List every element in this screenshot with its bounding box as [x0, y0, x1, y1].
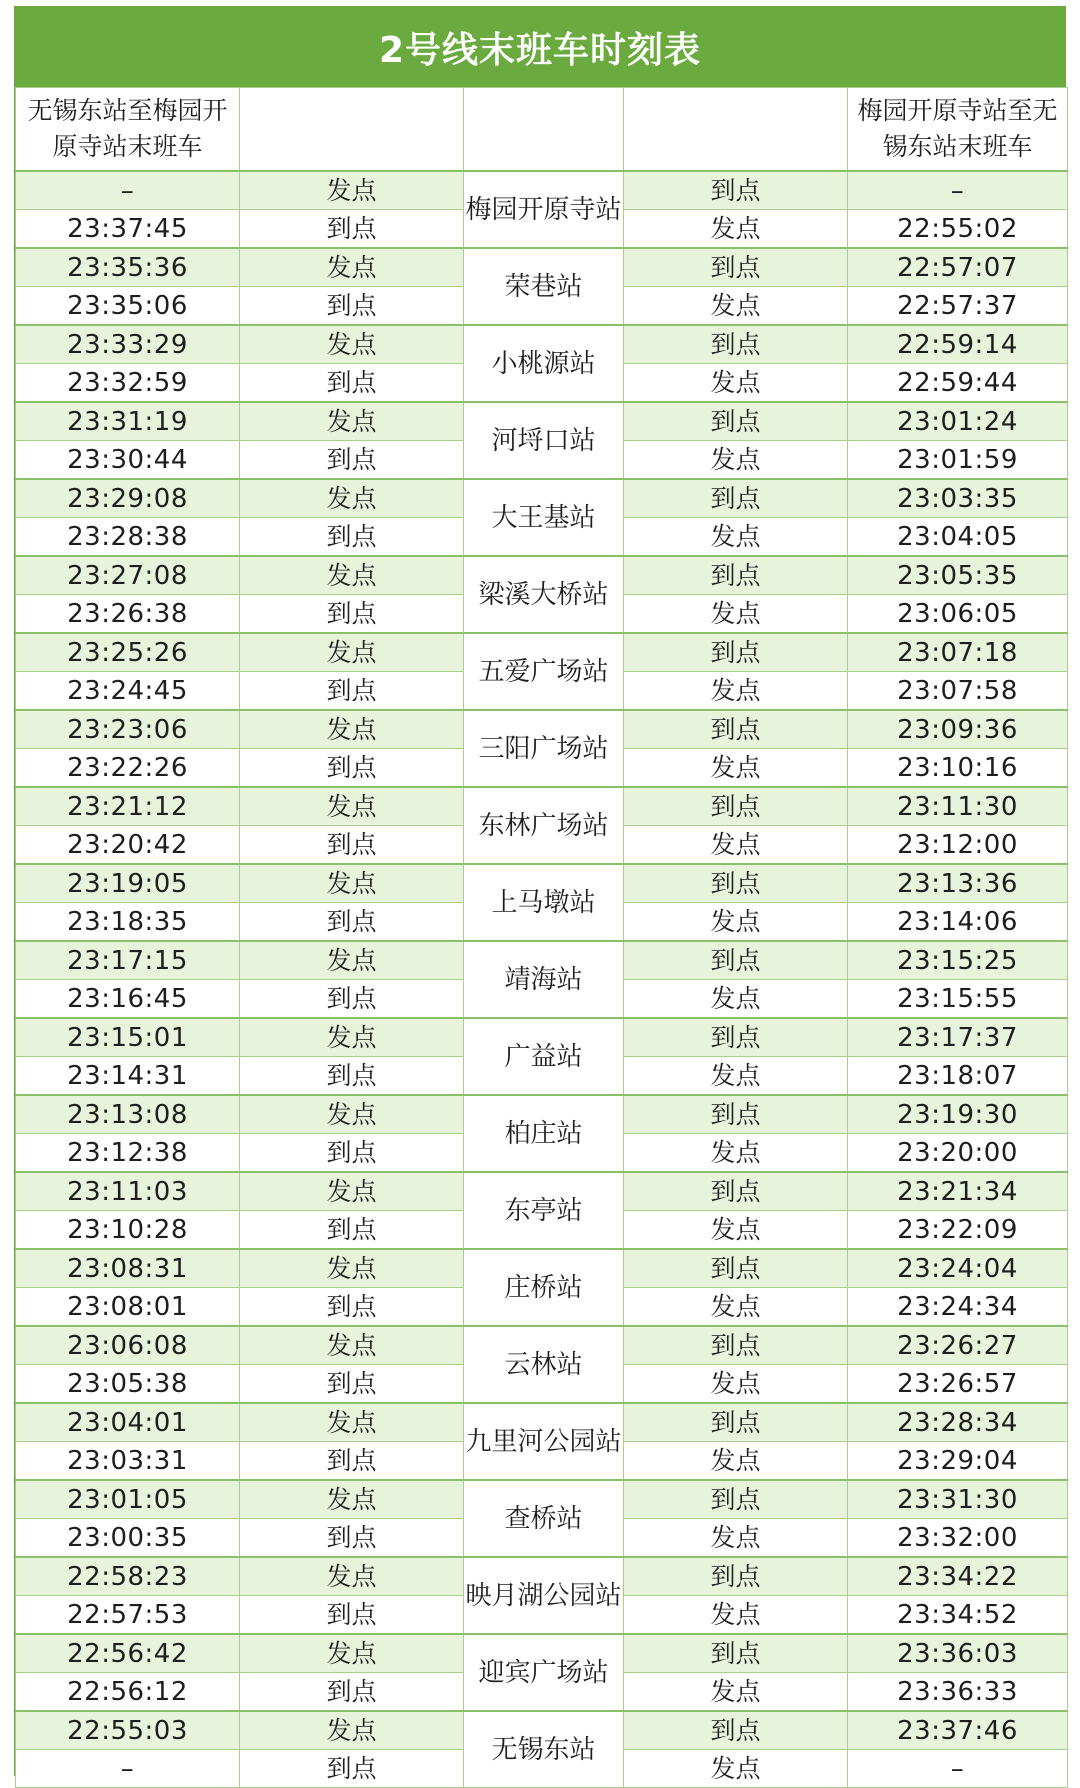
- arrive-label: 到点: [624, 1403, 848, 1442]
- arrive-label: 到点: [240, 364, 464, 403]
- left-direction-time: 23:01:05: [16, 1480, 240, 1519]
- left-direction-time: 23:10:28: [16, 1211, 240, 1250]
- right-direction-time: 23:26:27: [848, 1326, 1068, 1365]
- arrive-label: 到点: [624, 1249, 848, 1288]
- right-direction-time: 23:01:24: [848, 402, 1068, 441]
- station-name: 小桃源站: [464, 325, 624, 402]
- depart-label: 发点: [240, 1480, 464, 1519]
- left-direction-time: 23:04:01: [16, 1403, 240, 1442]
- depart-label: 发点: [624, 980, 848, 1019]
- header-empty: [624, 88, 848, 172]
- station-name: 梅园开原寺站: [464, 171, 624, 248]
- depart-label: 发点: [240, 710, 464, 749]
- left-direction-time: 23:06:08: [16, 1326, 240, 1365]
- right-direction-time: 23:31:30: [848, 1480, 1068, 1519]
- left-direction-time: 22:57:53: [16, 1596, 240, 1635]
- left-direction-time: 22:55:03: [16, 1711, 240, 1750]
- left-direction-time: 23:27:08: [16, 556, 240, 595]
- depart-label: 发点: [240, 479, 464, 518]
- right-direction-time: 23:36:33: [848, 1673, 1068, 1712]
- arrive-label: 到点: [624, 402, 848, 441]
- arrive-label: 到点: [624, 325, 848, 364]
- right-direction-time: 23:34:22: [848, 1557, 1068, 1596]
- arrive-label: 到点: [624, 1480, 848, 1519]
- right-direction-time: 23:14:06: [848, 903, 1068, 942]
- left-direction-time: 23:00:35: [16, 1519, 240, 1558]
- left-direction-time: 23:18:35: [16, 903, 240, 942]
- right-direction-time: 23:03:35: [848, 479, 1068, 518]
- depart-label: 发点: [240, 633, 464, 672]
- right-direction-time: 23:07:58: [848, 672, 1068, 711]
- table-row: [16, 248, 1068, 287]
- station-name: 河埒口站: [464, 402, 624, 479]
- depart-label: 发点: [624, 1288, 848, 1327]
- station-name: 云林站: [464, 1326, 624, 1403]
- depart-label: 发点: [624, 1442, 848, 1481]
- depart-label: 发点: [624, 210, 848, 249]
- left-direction-time: 23:33:29: [16, 325, 240, 364]
- right-direction-time: 23:20:00: [848, 1134, 1068, 1173]
- depart-label: 发点: [624, 1134, 848, 1173]
- left-direction-time: 23:16:45: [16, 980, 240, 1019]
- arrive-label: 到点: [624, 1557, 848, 1596]
- depart-label: 发点: [624, 1750, 848, 1788]
- depart-label: 发点: [624, 1057, 848, 1096]
- left-direction-time: 23:12:38: [16, 1134, 240, 1173]
- station-name: 上马墩站: [464, 864, 624, 941]
- station-name: 庄桥站: [464, 1249, 624, 1326]
- depart-label: 发点: [624, 518, 848, 557]
- arrive-label: 到点: [624, 248, 848, 287]
- timetable: [15, 87, 1068, 1788]
- table-row: [16, 402, 1068, 441]
- table-title: 2号线末班车时刻表: [15, 7, 1065, 87]
- right-direction-time: 23:01:59: [848, 441, 1068, 480]
- arrive-label: 到点: [240, 1596, 464, 1635]
- right-direction-time: 23:17:37: [848, 1018, 1068, 1057]
- depart-label: 发点: [624, 1211, 848, 1250]
- depart-label: 发点: [624, 672, 848, 711]
- left-direction-time: 23:31:19: [16, 402, 240, 441]
- table-row: [16, 633, 1068, 672]
- arrive-label: 到点: [240, 980, 464, 1019]
- right-direction-time: 23:19:30: [848, 1095, 1068, 1134]
- depart-label: 发点: [240, 1018, 464, 1057]
- right-direction-time: 23:29:04: [848, 1442, 1068, 1481]
- header-empty: [464, 88, 624, 172]
- depart-label: 发点: [240, 1634, 464, 1673]
- arrive-label: 到点: [240, 518, 464, 557]
- left-direction-time: 23:24:45: [16, 672, 240, 711]
- table-row: [16, 1634, 1068, 1673]
- right-direction-time: 23:37:46: [848, 1711, 1068, 1750]
- station-name: 查桥站: [464, 1480, 624, 1557]
- table-row: [16, 1172, 1068, 1211]
- arrive-label: 到点: [240, 441, 464, 480]
- arrive-label: 到点: [624, 1711, 848, 1750]
- right-direction-time: 23:28:34: [848, 1403, 1068, 1442]
- timetable-body: [16, 171, 1068, 1788]
- right-direction-time: 22:57:37: [848, 287, 1068, 326]
- table-row: [16, 787, 1068, 826]
- table-row: [16, 1095, 1068, 1134]
- depart-label: 发点: [624, 826, 848, 865]
- left-direction-time: 23:30:44: [16, 441, 240, 480]
- left-direction-time: 23:17:15: [16, 941, 240, 980]
- station-name: 五爱广场站: [464, 633, 624, 710]
- left-direction-time: 23:20:42: [16, 826, 240, 865]
- arrive-label: 到点: [240, 1442, 464, 1481]
- arrive-label: 到点: [240, 1365, 464, 1404]
- depart-label: 发点: [240, 1711, 464, 1750]
- station-name: 荣巷站: [464, 248, 624, 325]
- arrive-label: 到点: [240, 672, 464, 711]
- right-direction-time: 23:18:07: [848, 1057, 1068, 1096]
- arrive-label: 到点: [240, 1288, 464, 1327]
- arrive-label: 到点: [240, 1134, 464, 1173]
- right-direction-time: 23:26:57: [848, 1365, 1068, 1404]
- arrive-label: 到点: [240, 210, 464, 249]
- header-row: [16, 88, 1068, 172]
- table-row: [16, 1018, 1068, 1057]
- depart-label: 发点: [240, 1249, 464, 1288]
- left-direction-time: 23:22:26: [16, 749, 240, 788]
- arrive-label: 到点: [240, 1057, 464, 1096]
- right-direction-time: 23:06:05: [848, 595, 1068, 634]
- depart-label: 发点: [240, 248, 464, 287]
- right-direction-time: 23:05:35: [848, 556, 1068, 595]
- left-direction-time: 23:19:05: [16, 864, 240, 903]
- arrive-label: 到点: [240, 287, 464, 326]
- left-direction-time: –: [16, 1750, 240, 1788]
- arrive-label: 到点: [240, 595, 464, 634]
- left-direction-time: 23:21:12: [16, 787, 240, 826]
- depart-label: 发点: [240, 864, 464, 903]
- right-direction-time: –: [848, 1750, 1068, 1788]
- depart-label: 发点: [624, 1673, 848, 1712]
- depart-label: 发点: [240, 941, 464, 980]
- table-row: [16, 1711, 1068, 1750]
- arrive-label: 到点: [240, 826, 464, 865]
- station-name: 九里河公园站: [464, 1403, 624, 1480]
- left-direction-time: 23:26:38: [16, 595, 240, 634]
- left-direction-time: 23:37:45: [16, 210, 240, 249]
- header-right-direction: 梅园开原寺站至无锡东站末班车: [848, 88, 1068, 172]
- arrive-label: 到点: [624, 864, 848, 903]
- station-name: 东林广场站: [464, 787, 624, 864]
- depart-label: 发点: [240, 787, 464, 826]
- timetable-sheet: [14, 6, 1066, 1784]
- depart-label: 发点: [624, 364, 848, 403]
- depart-label: 发点: [624, 595, 848, 634]
- table-row: [16, 1480, 1068, 1519]
- depart-label: 发点: [240, 1172, 464, 1211]
- depart-label: 发点: [240, 1403, 464, 1442]
- left-direction-time: 23:23:06: [16, 710, 240, 749]
- left-direction-time: 23:03:31: [16, 1442, 240, 1481]
- left-direction-time: 23:15:01: [16, 1018, 240, 1057]
- left-direction-time: 23:11:03: [16, 1172, 240, 1211]
- station-name: 柏庄站: [464, 1095, 624, 1172]
- table-row: [16, 171, 1068, 210]
- header-left-direction: 无锡东站至梅园开原寺站末班车: [16, 88, 240, 172]
- left-direction-time: 23:32:59: [16, 364, 240, 403]
- arrive-label: 到点: [624, 171, 848, 210]
- arrive-label: 到点: [240, 749, 464, 788]
- arrive-label: 到点: [624, 556, 848, 595]
- depart-label: 发点: [240, 402, 464, 441]
- depart-label: 发点: [240, 1326, 464, 1365]
- right-direction-time: 23:09:36: [848, 710, 1068, 749]
- right-direction-time: 23:11:30: [848, 787, 1068, 826]
- left-direction-time: 22:58:23: [16, 1557, 240, 1596]
- depart-label: 发点: [624, 1519, 848, 1558]
- station-name: 无锡东站: [464, 1711, 624, 1788]
- depart-label: 发点: [240, 325, 464, 364]
- left-direction-time: 22:56:12: [16, 1673, 240, 1712]
- arrive-label: 到点: [624, 787, 848, 826]
- depart-label: 发点: [624, 749, 848, 788]
- station-name: 东亭站: [464, 1172, 624, 1249]
- station-name: 大王基站: [464, 479, 624, 556]
- table-row: [16, 941, 1068, 980]
- table-row: [16, 1403, 1068, 1442]
- arrive-label: 到点: [240, 1750, 464, 1788]
- arrive-label: 到点: [624, 941, 848, 980]
- depart-label: 发点: [624, 1596, 848, 1635]
- left-direction-time: 23:08:31: [16, 1249, 240, 1288]
- left-direction-time: 23:05:38: [16, 1365, 240, 1404]
- right-direction-time: 22:57:07: [848, 248, 1068, 287]
- station-name: 梁溪大桥站: [464, 556, 624, 633]
- right-direction-time: 23:24:34: [848, 1288, 1068, 1327]
- right-direction-time: 23:36:03: [848, 1634, 1068, 1673]
- arrive-label: 到点: [240, 903, 464, 942]
- right-direction-time: 23:22:09: [848, 1211, 1068, 1250]
- right-direction-time: 23:10:16: [848, 749, 1068, 788]
- left-direction-time: 23:35:36: [16, 248, 240, 287]
- depart-label: 发点: [624, 1365, 848, 1404]
- right-direction-time: 23:34:52: [848, 1596, 1068, 1635]
- arrive-label: 到点: [624, 1095, 848, 1134]
- left-direction-time: 23:13:08: [16, 1095, 240, 1134]
- station-name: 迎宾广场站: [464, 1634, 624, 1711]
- left-direction-time: 23:28:38: [16, 518, 240, 557]
- table-row: [16, 710, 1068, 749]
- right-direction-time: 22:59:14: [848, 325, 1068, 364]
- arrive-label: 到点: [624, 1018, 848, 1057]
- table-row: [16, 556, 1068, 595]
- arrive-label: 到点: [624, 633, 848, 672]
- right-direction-time: 23:04:05: [848, 518, 1068, 557]
- right-direction-time: 23:12:00: [848, 826, 1068, 865]
- right-direction-time: –: [848, 171, 1068, 210]
- arrive-label: 到点: [624, 1634, 848, 1673]
- right-direction-time: 22:59:44: [848, 364, 1068, 403]
- right-direction-time: 22:55:02: [848, 210, 1068, 249]
- table-row: [16, 479, 1068, 518]
- depart-label: 发点: [624, 287, 848, 326]
- left-direction-time: 23:08:01: [16, 1288, 240, 1327]
- table-row: [16, 1557, 1068, 1596]
- station-name: 广益站: [464, 1018, 624, 1095]
- header-empty: [240, 88, 464, 172]
- right-direction-time: 23:32:00: [848, 1519, 1068, 1558]
- arrive-label: 到点: [624, 479, 848, 518]
- depart-label: 发点: [240, 556, 464, 595]
- depart-label: 发点: [624, 441, 848, 480]
- left-direction-time: 23:29:08: [16, 479, 240, 518]
- left-direction-time: 23:14:31: [16, 1057, 240, 1096]
- arrive-label: 到点: [240, 1673, 464, 1712]
- arrive-label: 到点: [240, 1519, 464, 1558]
- arrive-label: 到点: [624, 1326, 848, 1365]
- right-direction-time: 23:21:34: [848, 1172, 1068, 1211]
- depart-label: 发点: [240, 171, 464, 210]
- depart-label: 发点: [240, 1557, 464, 1596]
- right-direction-time: 23:13:36: [848, 864, 1068, 903]
- right-direction-time: 23:24:04: [848, 1249, 1068, 1288]
- table-row: [16, 1249, 1068, 1288]
- depart-label: 发点: [624, 903, 848, 942]
- table-row: [16, 325, 1068, 364]
- left-direction-time: 23:35:06: [16, 287, 240, 326]
- arrive-label: 到点: [624, 710, 848, 749]
- arrive-label: 到点: [240, 1211, 464, 1250]
- station-name: 三阳广场站: [464, 710, 624, 787]
- right-direction-time: 23:15:55: [848, 980, 1068, 1019]
- station-name: 靖海站: [464, 941, 624, 1018]
- station-name: 映月湖公园站: [464, 1557, 624, 1634]
- left-direction-time: –: [16, 171, 240, 210]
- left-direction-time: 22:56:42: [16, 1634, 240, 1673]
- left-direction-time: 23:25:26: [16, 633, 240, 672]
- depart-label: 发点: [240, 1095, 464, 1134]
- table-row: [16, 864, 1068, 903]
- right-direction-time: 23:15:25: [848, 941, 1068, 980]
- arrive-label: 到点: [624, 1172, 848, 1211]
- table-row: [16, 1326, 1068, 1365]
- right-direction-time: 23:07:18: [848, 633, 1068, 672]
